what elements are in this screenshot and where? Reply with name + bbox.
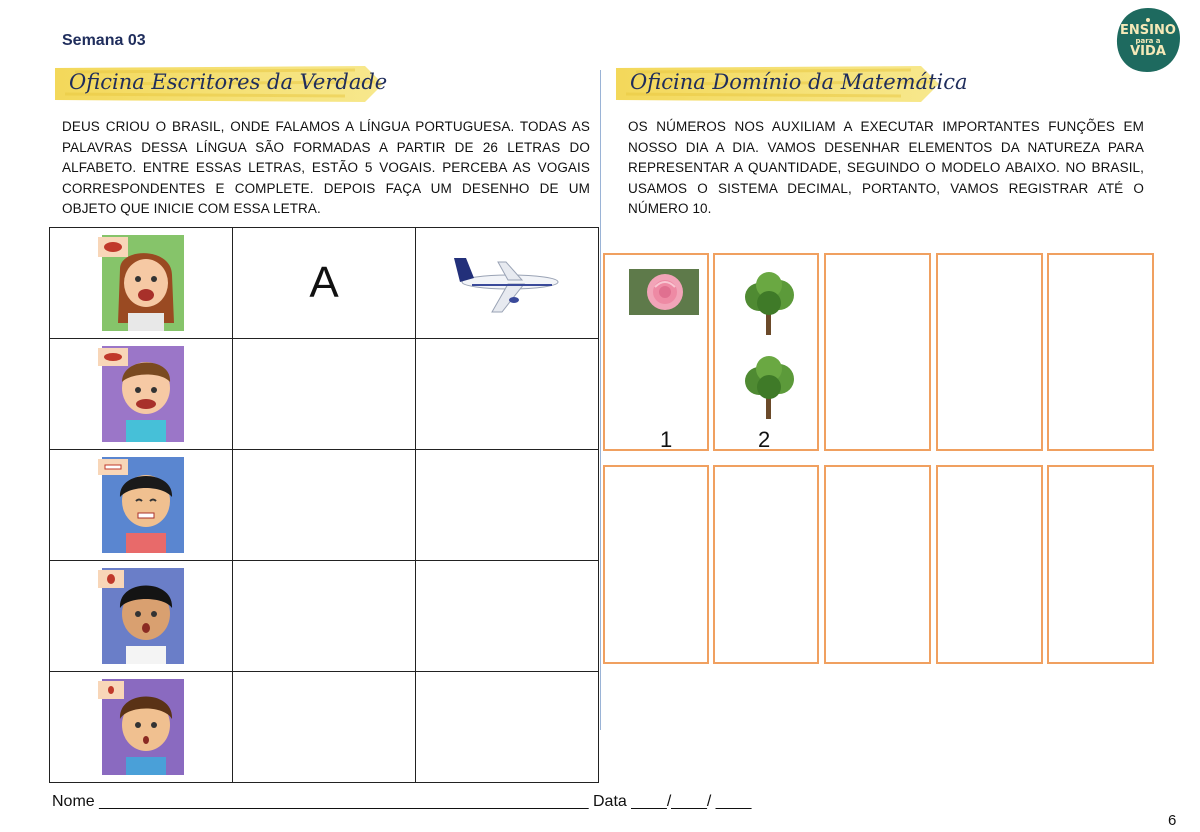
drawing-cell[interactable] [416, 339, 599, 450]
counting-box-2[interactable] [713, 253, 819, 451]
drawing-cell[interactable] [416, 228, 599, 339]
logo-text-bottom: VIDA [1130, 44, 1166, 59]
face-cell [50, 561, 233, 672]
face-cell [50, 228, 233, 339]
table-row [50, 228, 599, 339]
letter-cell[interactable] [233, 561, 416, 672]
letter-cell[interactable] [233, 450, 416, 561]
table-row [50, 339, 599, 450]
boy-mouth-i-icon [98, 457, 184, 553]
page-divider [600, 70, 601, 730]
rose-icon [629, 269, 699, 315]
drawing-cell[interactable] [416, 672, 599, 783]
counting-box-3[interactable] [824, 253, 931, 451]
girl-mouth-a-icon [98, 235, 184, 331]
week-label: Semana 03 [62, 32, 146, 49]
letter-cell[interactable] [233, 339, 416, 450]
counting-box-9[interactable] [936, 465, 1043, 664]
counting-box-6[interactable] [603, 465, 709, 664]
boy-mouth-o-icon [98, 568, 184, 664]
logo-text-small: para a [1135, 37, 1161, 45]
boy-mouth-u-icon [98, 679, 184, 775]
left-section-banner [55, 64, 388, 104]
airplane-icon [452, 246, 562, 316]
counting-box-8[interactable] [824, 465, 931, 664]
counting-box-5[interactable] [1047, 253, 1154, 451]
left-section-title: Oficina Escritores da Verdade [69, 70, 388, 94]
counting-box-10[interactable] [1047, 465, 1154, 664]
logo-text-top: ENSINO [1120, 23, 1176, 38]
counting-box-7[interactable] [713, 465, 819, 664]
counting-box-4[interactable] [936, 253, 1043, 451]
drawing-cell[interactable] [416, 561, 599, 672]
face-cell [50, 672, 233, 783]
letter-cell[interactable] [233, 228, 416, 339]
left-instructions: DEUS CRIOU O BRASIL, ONDE FALAMOS A LÍNGUA PORTUGUESA. TODAS AS PALAVRAS DESSA LÍNGUA SÃO FORMADAS A PARTIR DE 26 LETRAS DO ALFABETO. ENTRE ESSAS LETRAS, ESTÃO 5 VOGAIS. PERCEBA AS VOGAIS CORRESPONDENTES E COMPLETE. DEPOIS FAÇA UM DESENHO DE UM OBJETO QUE INICIE COM ESSA LETRA. [62, 119, 590, 216]
boy-mouth-e-icon [98, 346, 184, 442]
table-row [50, 672, 599, 783]
page-number: 6 [1168, 812, 1177, 829]
tree-icon [741, 271, 797, 337]
name-date-line[interactable]: Nome _______________________________________________________ Data ____/____/ ____ [52, 793, 752, 810]
face-cell [50, 339, 233, 450]
example-number-1: 1 [660, 427, 673, 452]
counting-box-1[interactable] [603, 253, 709, 451]
table-row [50, 450, 599, 561]
vowel-table [49, 227, 599, 783]
vowel-letter-a: A [309, 258, 339, 307]
right-section-title: Oficina Domínio da Matemática [630, 70, 968, 94]
example-number-2: 2 [758, 427, 771, 452]
face-cell [50, 450, 233, 561]
letter-cell[interactable] [233, 672, 416, 783]
ensino-vida-logo [1114, 6, 1182, 74]
table-row [50, 561, 599, 672]
tree-icon [741, 355, 797, 421]
right-section-banner [616, 64, 968, 104]
right-instructions: OS NÚMEROS NOS AUXILIAM A EXECUTAR IMPORTANTES FUNÇÕES EM NOSSO DIA A DIA. VAMOS DESENHAR ELEMENTOS DA NATUREZA PARA REPRESENTAR A QUANTIDADE, SEGUINDO O MODELO ABAIXO. NO BRASIL, USAMOS O SISTEMA DECIMAL, PORTANTO, VAMOS REGISTRAR ATÉ O NÚMERO 10. [628, 119, 1144, 216]
drawing-cell[interactable] [416, 450, 599, 561]
